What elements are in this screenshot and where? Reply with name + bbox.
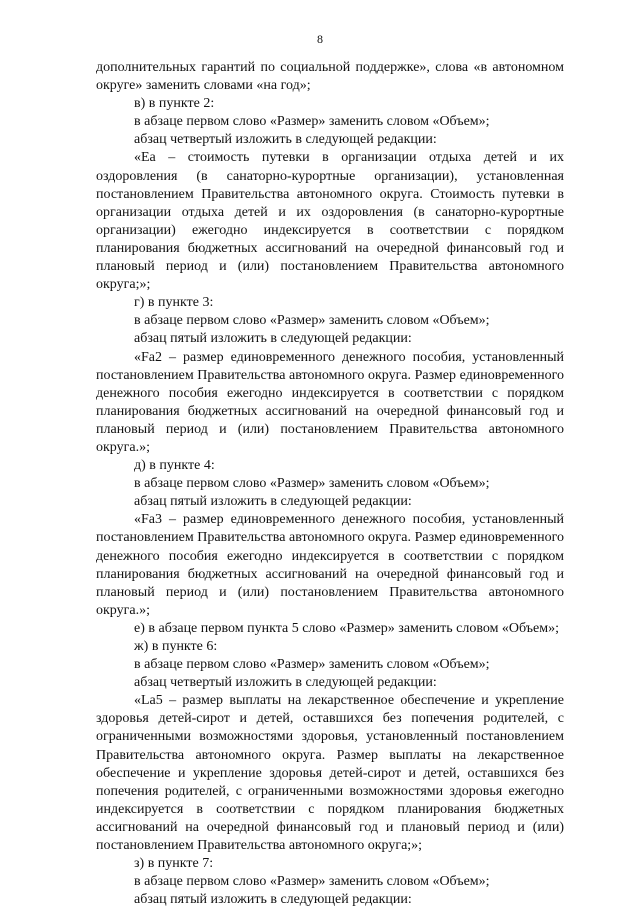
paragraph-13: «Fa3 – размер единовременного денежного пособия, установленный постановлением Правительства автономного округа. Размер единовременного денежного пособия ежегодно индексируется в соответствии с порядком планирования бюджетных ассигнований на очередной финансовый год и плановый период и (или) постановлением Правительства автономного округа.»; [96,512,564,618]
paragraph-1: дополнительных гарантий по социальной поддержке», слова «в автономном округе» заменить словами «на год»; [96,60,564,94]
paragraph-6: г) в пункте 3: [134,295,214,311]
paragraph-10: д) в пункте 4: [134,458,215,474]
paragraph-11: в абзаце первом слово «Размер» заменить словом «Объем»; [134,476,490,492]
paragraph-17: абзац четвертый изложить в следующей редакции: [134,675,437,691]
paragraph-19: з) в пункте 7: [134,856,214,872]
paragraph-3: в абзаце первом слово «Размер» заменить словом «Объем»; [134,114,490,130]
paragraph-20: в абзаце первом слово «Размер» заменить словом «Объем»; [134,874,490,890]
paragraph-2: в) в пункте 2: [134,96,215,112]
paragraph-21: абзац пятый изложить в следующей редакции: [134,892,412,908]
paragraph-7: в абзаце первом слово «Размер» заменить словом «Объем»; [134,313,490,329]
paragraph-18: «La5 – размер выплаты на лекарственное обеспечение и укрепление здоровья детей-сирот и детей, оставшихся без попечения родителей, с ограниченными возможностями здоровья, установленный постановлением Правительства автономного округа. Размер выплаты на лекарственное обеспечение и укрепление здоровья детей-сирот и детей, оставшихся без попечения родителей, с ограниченными возможностями здоровья ежегодно индексируется в соответствии с порядком планирования бюджетных ассигнований на очередной финансовый год и плановый период и (или) постановлением Правительства автономного округа;»; [96,693,564,854]
paragraph-9: «Fa2 – размер единовременного денежного пособия, установленный постановлением Правительства автономного округа. Размер единовременного денежного пособия ежегодно индексируется в соответствии с порядком планирования бюджетных ассигнований на очередной финансовый год и плановый период и (или) постановлением Правительства автономного округа.»; [96,349,564,455]
paragraph-15: ж) в пункте 6: [134,639,218,654]
paragraph-16: в абзаце первом слово «Размер» заменить словом «Объем»; [134,657,490,673]
paragraph-14: е) в абзаце первом пункта 5 слово «Размер» заменить словом «Объем»; [134,620,560,636]
page-number: 8 [317,32,323,46]
document-body [96,59,564,909]
paragraph-8: абзац пятый изложить в следующей редакции: [134,331,412,347]
paragraph-5: «Еа – стоимость путевки в организации отдыха детей и их оздоровления (в санаторно-курортные организации), установленная постановлением Правительства автономного округа. Стоимость путевки в организации отдыха детей и их оздоровления (в санаторно-курортные организации) ежегодно индексируется в соответствии с порядком планирования бюджетных ассигнований на очередной финансовый год и плановый период и (или) постановлением Правительства автономного округа;»; [96,150,564,293]
paragraph-12: абзац пятый изложить в следующей редакции: [134,494,412,510]
paragraph-4: абзац четвертый изложить в следующей редакции: [134,132,437,148]
